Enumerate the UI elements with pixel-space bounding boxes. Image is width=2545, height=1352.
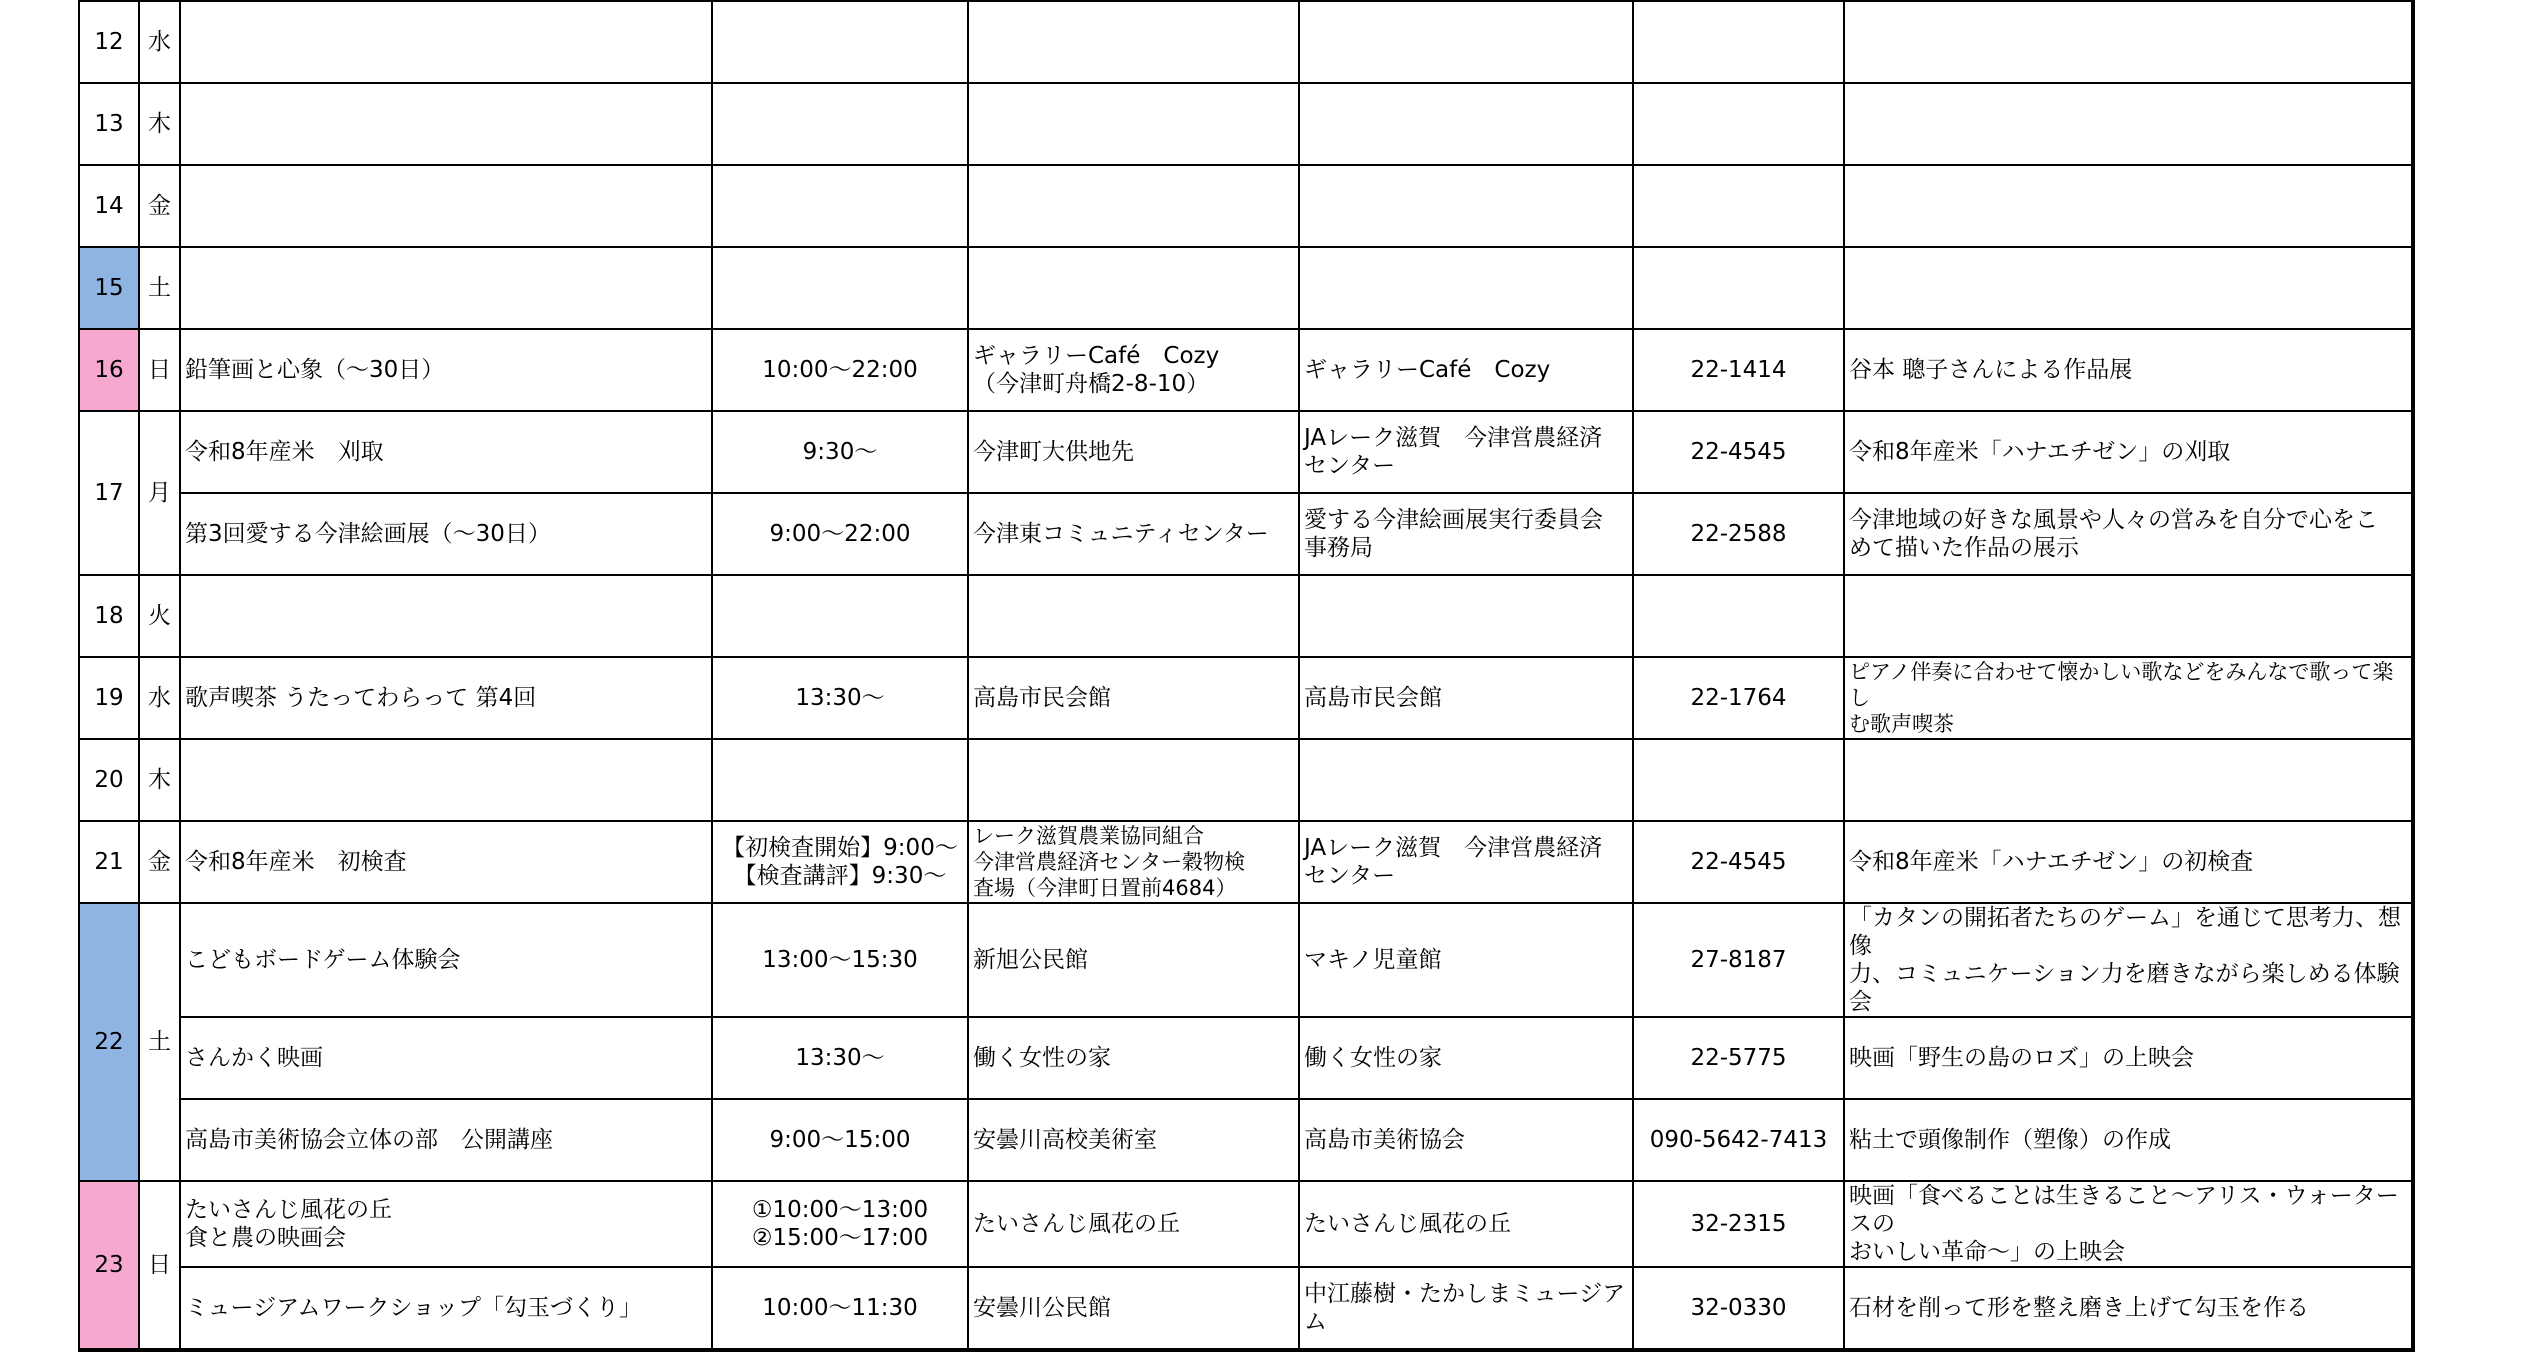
event-organizer xyxy=(1299,739,1633,821)
event-organizer: ギャラリーCafé Cozy xyxy=(1299,329,1633,411)
event-phone xyxy=(1633,575,1844,657)
event-title: 歌声喫茶 うたってわらって 第4回 xyxy=(180,657,712,739)
day-number: 20 xyxy=(79,739,139,821)
event-organizer xyxy=(1299,247,1633,329)
event-time xyxy=(712,1,968,83)
table-row xyxy=(79,1,2413,83)
event-note xyxy=(1844,1,2413,83)
event-time: 13:00～15:30 xyxy=(712,903,968,1017)
day-number: 12 xyxy=(79,1,139,83)
event-title: ミュージアムワークショップ「勾玉づくり」 xyxy=(180,1267,712,1350)
event-note xyxy=(1844,739,2413,821)
event-venue xyxy=(968,575,1299,657)
event-organizer: 高島市美術協会 xyxy=(1299,1099,1633,1181)
event-time xyxy=(712,575,968,657)
event-note: ピアノ伴奏に合わせて懐かしい歌などをみんなで歌って楽し む歌声喫茶 xyxy=(1844,657,2413,739)
event-phone: 22-5775 xyxy=(1633,1017,1844,1099)
event-venue xyxy=(968,247,1299,329)
event-organizer: JAレーク滋賀 今津営農経済 センター xyxy=(1299,411,1633,493)
event-time: 9:00～22:00 xyxy=(712,493,968,575)
event-organizer: 中江藤樹・たかしまミュージア ム xyxy=(1299,1267,1633,1350)
event-note xyxy=(1844,83,2413,165)
event-note xyxy=(1844,575,2413,657)
event-organizer: マキノ児童館 xyxy=(1299,903,1633,1017)
day-number: 13 xyxy=(79,83,139,165)
event-venue: 今津東コミュニティセンター xyxy=(968,493,1299,575)
table-row xyxy=(79,1181,2413,1267)
event-phone xyxy=(1633,165,1844,247)
event-phone: 22-4545 xyxy=(1633,411,1844,493)
event-time: 13:30～ xyxy=(712,657,968,739)
table-row xyxy=(79,411,2413,493)
event-note: 石材を削って形を整え磨き上げて勾玉を作る xyxy=(1844,1267,2413,1350)
event-title: こどもボードゲーム体験会 xyxy=(180,903,712,1017)
table-row xyxy=(79,739,2413,821)
event-time: 【初検査開始】9:00～ 【検査講評】9:30～ xyxy=(712,821,968,903)
day-number: 23 xyxy=(79,1181,139,1350)
event-phone: 22-1414 xyxy=(1633,329,1844,411)
event-phone: 090-5642-7413 xyxy=(1633,1099,1844,1181)
event-organizer: たいさんじ風花の丘 xyxy=(1299,1181,1633,1267)
event-note: 粘土で頭像制作（塑像）の作成 xyxy=(1844,1099,2413,1181)
event-title xyxy=(180,739,712,821)
event-organizer xyxy=(1299,83,1633,165)
event-venue: 高島市民会館 xyxy=(968,657,1299,739)
table-row xyxy=(79,1099,2413,1181)
event-note: 映画「野生の島のロズ」の上映会 xyxy=(1844,1017,2413,1099)
event-phone: 22-1764 xyxy=(1633,657,1844,739)
event-note: 令和8年産米「ハナエチゼン」の初検査 xyxy=(1844,821,2413,903)
day-number: 18 xyxy=(79,575,139,657)
event-venue: たいさんじ風花の丘 xyxy=(968,1181,1299,1267)
event-venue: 安曇川公民館 xyxy=(968,1267,1299,1350)
event-note: 「カタンの開拓者たちのゲーム」を通じて思考力、想像 力、コミュニケーション力を磨きながら楽しめる体験会 xyxy=(1844,903,2413,1017)
table-row xyxy=(79,83,2413,165)
table-row xyxy=(79,821,2413,903)
day-weekday: 土 xyxy=(139,247,180,329)
event-title xyxy=(180,1,712,83)
event-note: 谷本 聰子さんによる作品展 xyxy=(1844,329,2413,411)
event-phone xyxy=(1633,1,1844,83)
event-title: さんかく映画 xyxy=(180,1017,712,1099)
table-row xyxy=(79,903,2413,1017)
event-title: 令和8年産米 初検査 xyxy=(180,821,712,903)
day-number: 22 xyxy=(79,903,139,1181)
event-time: 10:00～11:30 xyxy=(712,1267,968,1350)
event-phone: 32-2315 xyxy=(1633,1181,1844,1267)
event-organizer: JAレーク滋賀 今津営農経済 センター xyxy=(1299,821,1633,903)
event-title xyxy=(180,575,712,657)
event-time: 9:00～15:00 xyxy=(712,1099,968,1181)
event-phone xyxy=(1633,739,1844,821)
event-venue: 働く女性の家 xyxy=(968,1017,1299,1099)
event-time xyxy=(712,739,968,821)
event-organizer xyxy=(1299,165,1633,247)
event-phone xyxy=(1633,83,1844,165)
day-weekday: 金 xyxy=(139,165,180,247)
day-number: 15 xyxy=(79,247,139,329)
event-time: 13:30～ xyxy=(712,1017,968,1099)
table-row xyxy=(79,247,2413,329)
event-phone: 32-0330 xyxy=(1633,1267,1844,1350)
event-venue xyxy=(968,739,1299,821)
event-organizer: 高島市民会館 xyxy=(1299,657,1633,739)
day-weekday: 日 xyxy=(139,1181,180,1350)
table-row xyxy=(79,575,2413,657)
event-phone xyxy=(1633,247,1844,329)
event-venue: 新旭公民館 xyxy=(968,903,1299,1017)
table-row xyxy=(79,165,2413,247)
event-time: 9:30～ xyxy=(712,411,968,493)
event-organizer xyxy=(1299,1,1633,83)
event-phone: 22-4545 xyxy=(1633,821,1844,903)
event-note: 今津地域の好きな風景や人々の営みを自分で心をこ めて描いた作品の展示 xyxy=(1844,493,2413,575)
event-time xyxy=(712,83,968,165)
event-title xyxy=(180,83,712,165)
day-number: 21 xyxy=(79,821,139,903)
table-row xyxy=(79,657,2413,739)
event-schedule-table xyxy=(78,0,2415,1352)
event-venue: レーク滋賀農業協同組合 今津営農経済センター穀物検 査場（今津町日置前4684） xyxy=(968,821,1299,903)
event-venue: ギャラリーCafé Cozy （今津町舟橋2-8-10） xyxy=(968,329,1299,411)
event-venue xyxy=(968,83,1299,165)
table-row xyxy=(79,1267,2413,1350)
day-weekday: 金 xyxy=(139,821,180,903)
day-weekday: 水 xyxy=(139,657,180,739)
event-venue: 安曇川高校美術室 xyxy=(968,1099,1299,1181)
day-weekday: 月 xyxy=(139,411,180,575)
event-note xyxy=(1844,247,2413,329)
day-weekday: 木 xyxy=(139,739,180,821)
event-title: 高島市美術協会立体の部 公開講座 xyxy=(180,1099,712,1181)
event-phone: 27-8187 xyxy=(1633,903,1844,1017)
event-title xyxy=(180,247,712,329)
event-time: 10:00～22:00 xyxy=(712,329,968,411)
day-number: 14 xyxy=(79,165,139,247)
event-organizer xyxy=(1299,575,1633,657)
event-note: 令和8年産米「ハナエチゼン」の刈取 xyxy=(1844,411,2413,493)
event-note xyxy=(1844,165,2413,247)
day-weekday: 木 xyxy=(139,83,180,165)
day-number: 16 xyxy=(79,329,139,411)
table-row xyxy=(79,329,2413,411)
event-venue xyxy=(968,165,1299,247)
event-phone: 22-2588 xyxy=(1633,493,1844,575)
day-weekday: 土 xyxy=(139,903,180,1181)
event-note: 映画「食べることは生きること～アリス・ウォータースの おいしい革命～」の上映会 xyxy=(1844,1181,2413,1267)
event-time xyxy=(712,247,968,329)
event-organizer: 愛する今津絵画展実行委員会 事務局 xyxy=(1299,493,1633,575)
event-venue: 今津町大供地先 xyxy=(968,411,1299,493)
event-time xyxy=(712,165,968,247)
table-row xyxy=(79,493,2413,575)
event-title: 第3回愛する今津絵画展（～30日） xyxy=(180,493,712,575)
event-venue xyxy=(968,1,1299,83)
event-title: 鉛筆画と心象（～30日） xyxy=(180,329,712,411)
day-number: 17 xyxy=(79,411,139,575)
event-title: たいさんじ風花の丘 食と農の映画会 xyxy=(180,1181,712,1267)
day-weekday: 水 xyxy=(139,1,180,83)
event-organizer: 働く女性の家 xyxy=(1299,1017,1633,1099)
event-title: 令和8年産米 刈取 xyxy=(180,411,712,493)
table-row xyxy=(79,1017,2413,1099)
day-weekday: 火 xyxy=(139,575,180,657)
event-time: ①10:00～13:00 ②15:00～17:00 xyxy=(712,1181,968,1267)
day-weekday: 日 xyxy=(139,329,180,411)
day-number: 19 xyxy=(79,657,139,739)
event-title xyxy=(180,165,712,247)
